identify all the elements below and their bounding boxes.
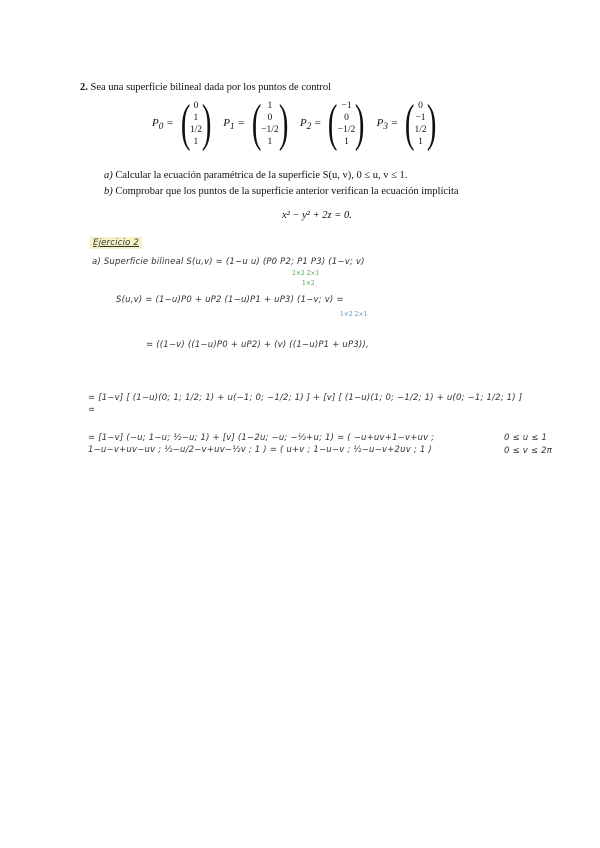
handwritten-note-green-2: 1×2 [302, 280, 315, 287]
handwritten-heading: Ejercicio 2 [90, 238, 142, 248]
handwritten-line-1: a) Superficie bilineal S(u,v) = (1−u u) (P0 P2; P1 P3) (1−v; v) [92, 257, 365, 267]
part-a: a) Calcular la ecuación paramétrica de la superficie S(u, v), 0 ≤ u, v ≤ 1. [104, 170, 408, 181]
handwritten-domain-1: 0 ≤ u ≤ 1 [504, 433, 548, 443]
handwritten-domain-2: 0 ≤ v ≤ 2π [504, 446, 553, 456]
control-point-p3: $P_3$ = ( 0 −1 1/2 1 ) [376, 95, 437, 152]
problem-statement [80, 82, 331, 93]
handwritten-note-blue: 1×2 2×1 [340, 311, 368, 318]
control-points [152, 95, 440, 152]
problem-number: 2. [80, 82, 88, 93]
handwritten-line-5: = [1−v] (−u; 1−u; ½−u; 1) + [v] (1−2u; −u; −½+u; 1) = ( −u+uv+1−v+uv ; 1−u−v+uv−uv ; ½−u/2−v+uv−½v ; 1 ) = ( u+v ; 1−u−v ; ½−u−v+2uv ; 1 ) [88, 433, 435, 455]
implicit-equation: x² − y² + 2z = 0. [282, 210, 352, 221]
handwritten-line-2: S(u,v) = (1−u)P0 + uP2 (1−u)P1 + uP3) (1−v; v) = [116, 295, 344, 305]
handwritten-note-green: 2×2 2×1 [292, 270, 320, 277]
part-b: b) Comprobar que los puntos de la superficie anterior verifican la ecuación implícita [104, 186, 459, 197]
control-point-p0: $P_0$ = ( 0 1 1/2 1 ) [152, 95, 212, 152]
control-point-p1: $P_1$ = ( 1 0 −1/2 1 ) [223, 95, 289, 152]
handwritten-line-4: = [1−v] [ (1−u)(0; 1; 1/2; 1) + u(−1; 0; −1/2; 1) ] + [v] [ (1−u)(1; 0; −1/2; 1) + u(0; −1; 1/2; 1) ] = [88, 393, 523, 415]
control-point-p2: $P_2$ = ( −1 0 −1/2 1 ) [299, 95, 365, 152]
problem-text: Sea una superficie bilineal dada por los puntos de control [90, 82, 332, 93]
handwritten-line-3: = ((1−v) ((1−u)P0 + uP2) + (v) ((1−u)P1 + uP3)), [146, 340, 369, 350]
